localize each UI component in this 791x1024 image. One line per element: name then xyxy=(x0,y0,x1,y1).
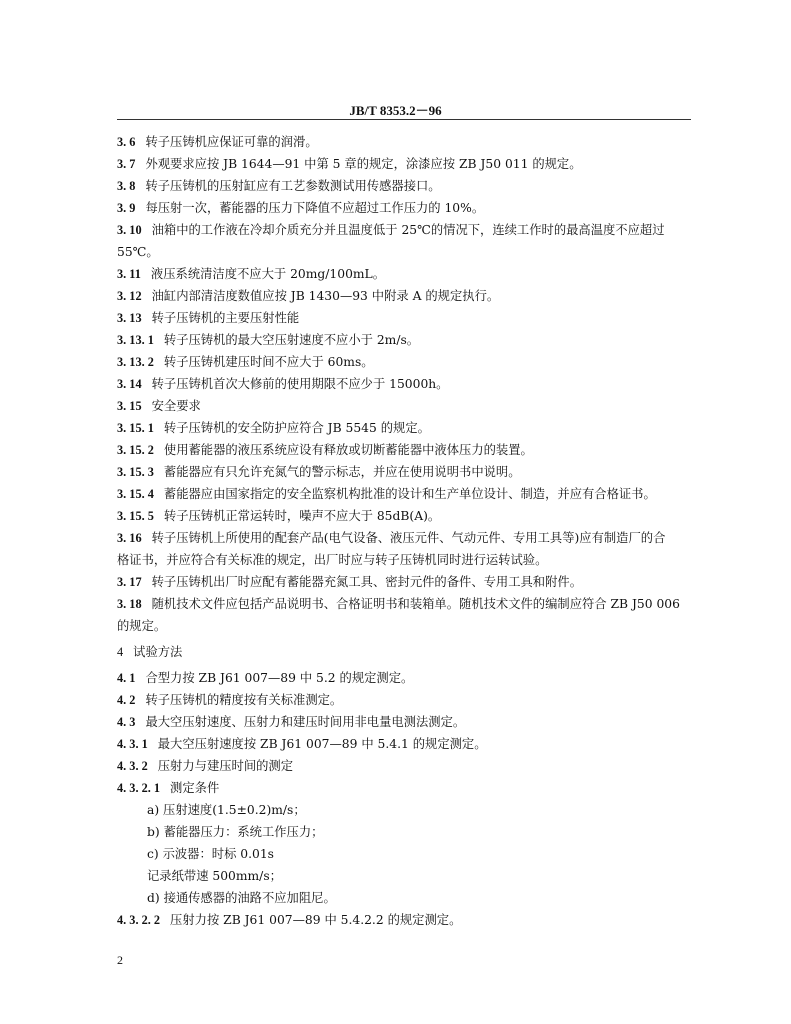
clause-number: 4 xyxy=(117,645,124,659)
text-line xyxy=(117,175,695,197)
clause-number: 3. 16 xyxy=(117,531,142,545)
clause-text: a) 压射速度(1.5±0.2)m/s； xyxy=(147,803,306,817)
text-line xyxy=(117,219,695,241)
clause-text: c) 示波器：时标 0.01s xyxy=(147,847,274,861)
text-line xyxy=(117,263,695,285)
clause-number: 3. 18 xyxy=(117,597,142,611)
clause-number: 3. 17 xyxy=(117,575,142,589)
clause-text: b) 蓄能器压力：系统工作压力； xyxy=(147,825,324,839)
clause-number: 3. 15. 4 xyxy=(117,487,154,501)
clause-number: 3. 8 xyxy=(117,179,136,193)
clause-text: 测定条件 xyxy=(170,781,220,795)
text-line xyxy=(117,241,695,263)
text-line xyxy=(117,131,695,153)
clause-text: 转子压铸机的安全防护应符合 JB 5545 的规定。 xyxy=(163,421,430,435)
clause-text: 每压射一次，蓄能器的压力下降值不应超过工作压力的 10%。 xyxy=(145,201,485,215)
clause-text: 压射力按 ZB J61 007—89 中 5.4.2.2 的规定测定。 xyxy=(170,913,462,927)
clause-text: 蓄能器应由国家指定的安全监察机构批准的设计和生产单位设计、制造，并应有合格证书。 xyxy=(163,487,656,501)
clause-text: 记录纸带速 500mm/s； xyxy=(147,869,282,883)
standard-code-header: JB/T 8353.2－96 xyxy=(349,103,442,118)
clause-text: 外观要求应按 JB 1644—91 中第 5 章的规定，涂漆应按 ZB J50 011 的规定。 xyxy=(145,157,582,171)
clause-number: 4. 3. 2. 2 xyxy=(117,913,161,927)
text-line xyxy=(117,373,695,395)
clause-text: 55℃。 xyxy=(117,245,159,259)
clause-text: 液压系统清洁度不应大于 20mg/100mL。 xyxy=(150,267,386,281)
clause-number: 3. 15. 5 xyxy=(117,509,154,523)
clause-text: 转子压铸机出厂时应配有蓄能器充氮工具、密封元件的备件、专用工具和附件。 xyxy=(151,575,582,589)
text-line xyxy=(117,733,695,755)
text-line xyxy=(117,909,695,931)
text-line xyxy=(117,711,695,733)
clause-text: 油箱中的工作液在冷却介质充分并且温度低于 25℃的情况下，连续工作时的最高温度不应超过 xyxy=(151,223,665,237)
text-line xyxy=(117,505,695,527)
page-number: 2 xyxy=(117,953,123,967)
clause-number: 3. 6 xyxy=(117,135,136,149)
clause-text: 蓄能器应有只允许充氮气的警示标志，并应在使用说明书中说明。 xyxy=(163,465,521,479)
clause-number: 3. 10 xyxy=(117,223,142,237)
clause-text: 最大空压射速度、压射力和建压时间用非电量电测法测定。 xyxy=(145,715,466,729)
text-line xyxy=(117,527,695,549)
clause-number: 3. 15. 1 xyxy=(117,421,154,435)
text-line xyxy=(117,593,695,615)
text-line xyxy=(117,197,695,219)
text-line xyxy=(117,417,695,439)
text-line xyxy=(117,865,695,887)
clause-number: 3. 15. 3 xyxy=(117,465,154,479)
text-line xyxy=(117,641,695,663)
clause-text: 转子压铸机的主要压射性能 xyxy=(151,311,300,325)
clause-number: 4. 3 xyxy=(117,715,136,729)
text-line xyxy=(117,799,695,821)
text-line xyxy=(117,887,695,909)
text-line xyxy=(117,439,695,461)
clause-number: 3. 11 xyxy=(117,267,141,281)
text-line xyxy=(117,461,695,483)
text-line xyxy=(117,329,695,351)
clause-text: 安全要求 xyxy=(151,399,201,413)
text-line xyxy=(117,571,695,593)
clause-number: 4. 2 xyxy=(117,693,136,707)
text-line xyxy=(117,689,695,711)
text-line xyxy=(117,307,695,329)
clause-text: 随机技术文件应包括产品说明书、合格证明书和装箱单。随机技术文件的编制应符合 ZB J50 006 xyxy=(151,597,680,611)
text-line xyxy=(117,843,695,865)
clause-text: 转子压铸机上所使用的配套产品(电气设备、液压元件、气动元件、专用工具等)应有制造厂的合 xyxy=(151,531,666,545)
clause-text: 的规定。 xyxy=(117,619,167,633)
clause-number: 3. 15 xyxy=(117,399,142,413)
clause-number: 3. 13. 1 xyxy=(117,333,154,347)
clause-text: 转子压铸机首次大修前的使用期限不应少于 15000h。 xyxy=(151,377,449,391)
clause-text: 转子压铸机建压时间不应大于 60ms。 xyxy=(163,355,374,369)
text-line xyxy=(117,153,695,175)
clause-number: 4. 3. 1 xyxy=(117,737,148,751)
clause-text: 油缸内部清洁度数值应按 JB 1430—93 中附录 A 的规定执行。 xyxy=(151,289,500,303)
clause-number: 3. 15. 2 xyxy=(117,443,154,457)
text-line xyxy=(117,615,695,637)
clause-number: 4. 1 xyxy=(117,671,136,685)
document-body xyxy=(117,131,695,931)
text-line xyxy=(117,755,695,777)
clause-text: 合型力按 ZB J61 007—89 中 5.2 的规定测定。 xyxy=(145,671,414,685)
clause-text: d) 接通传感器的油路不应加阻尼。 xyxy=(147,891,336,905)
clause-text: 压射力与建压时间的测定 xyxy=(157,759,294,773)
clause-number: 3. 9 xyxy=(117,201,136,215)
clause-number: 3. 14 xyxy=(117,377,142,391)
clause-number: 4. 3. 2 xyxy=(117,759,148,773)
clause-text: 转子压铸机正常运转时，噪声不应大于 85dB(A)。 xyxy=(163,509,441,523)
clause-text: 转子压铸机的精度按有关标准测定。 xyxy=(145,693,343,707)
text-line xyxy=(117,483,695,505)
text-line xyxy=(117,549,695,571)
clause-number: 4. 3. 2. 1 xyxy=(117,781,161,795)
clause-text: 转子压铸机的压射缸应有工艺参数测试用传感器接口。 xyxy=(145,179,441,193)
clause-text: 使用蓄能器的液压系统应设有释放或切断蓄能器中液体压力的装置。 xyxy=(163,443,533,457)
clause-number: 3. 7 xyxy=(117,157,136,171)
clause-number: 3. 12 xyxy=(117,289,142,303)
clause-text: 转子压铸机应保证可靠的润滑。 xyxy=(145,135,318,149)
text-line xyxy=(117,395,695,417)
text-line xyxy=(117,667,695,689)
clause-text: 试验方法 xyxy=(133,645,183,659)
text-line xyxy=(117,351,695,373)
clause-text: 格证书，并应符合有关标准的规定，出厂时应与转子压铸机同时进行运转试验。 xyxy=(117,553,548,567)
clause-text: 转子压铸机的最大空压射速度不应小于 2m/s。 xyxy=(163,333,420,347)
text-line xyxy=(117,285,695,307)
header-divider xyxy=(117,119,691,120)
clause-number: 3. 13 xyxy=(117,311,142,325)
text-line xyxy=(117,821,695,843)
clause-text: 最大空压射速度按 ZB J61 007—89 中 5.4.1 的规定测定。 xyxy=(157,737,487,751)
clause-number: 3. 13. 2 xyxy=(117,355,154,369)
text-line xyxy=(117,777,695,799)
